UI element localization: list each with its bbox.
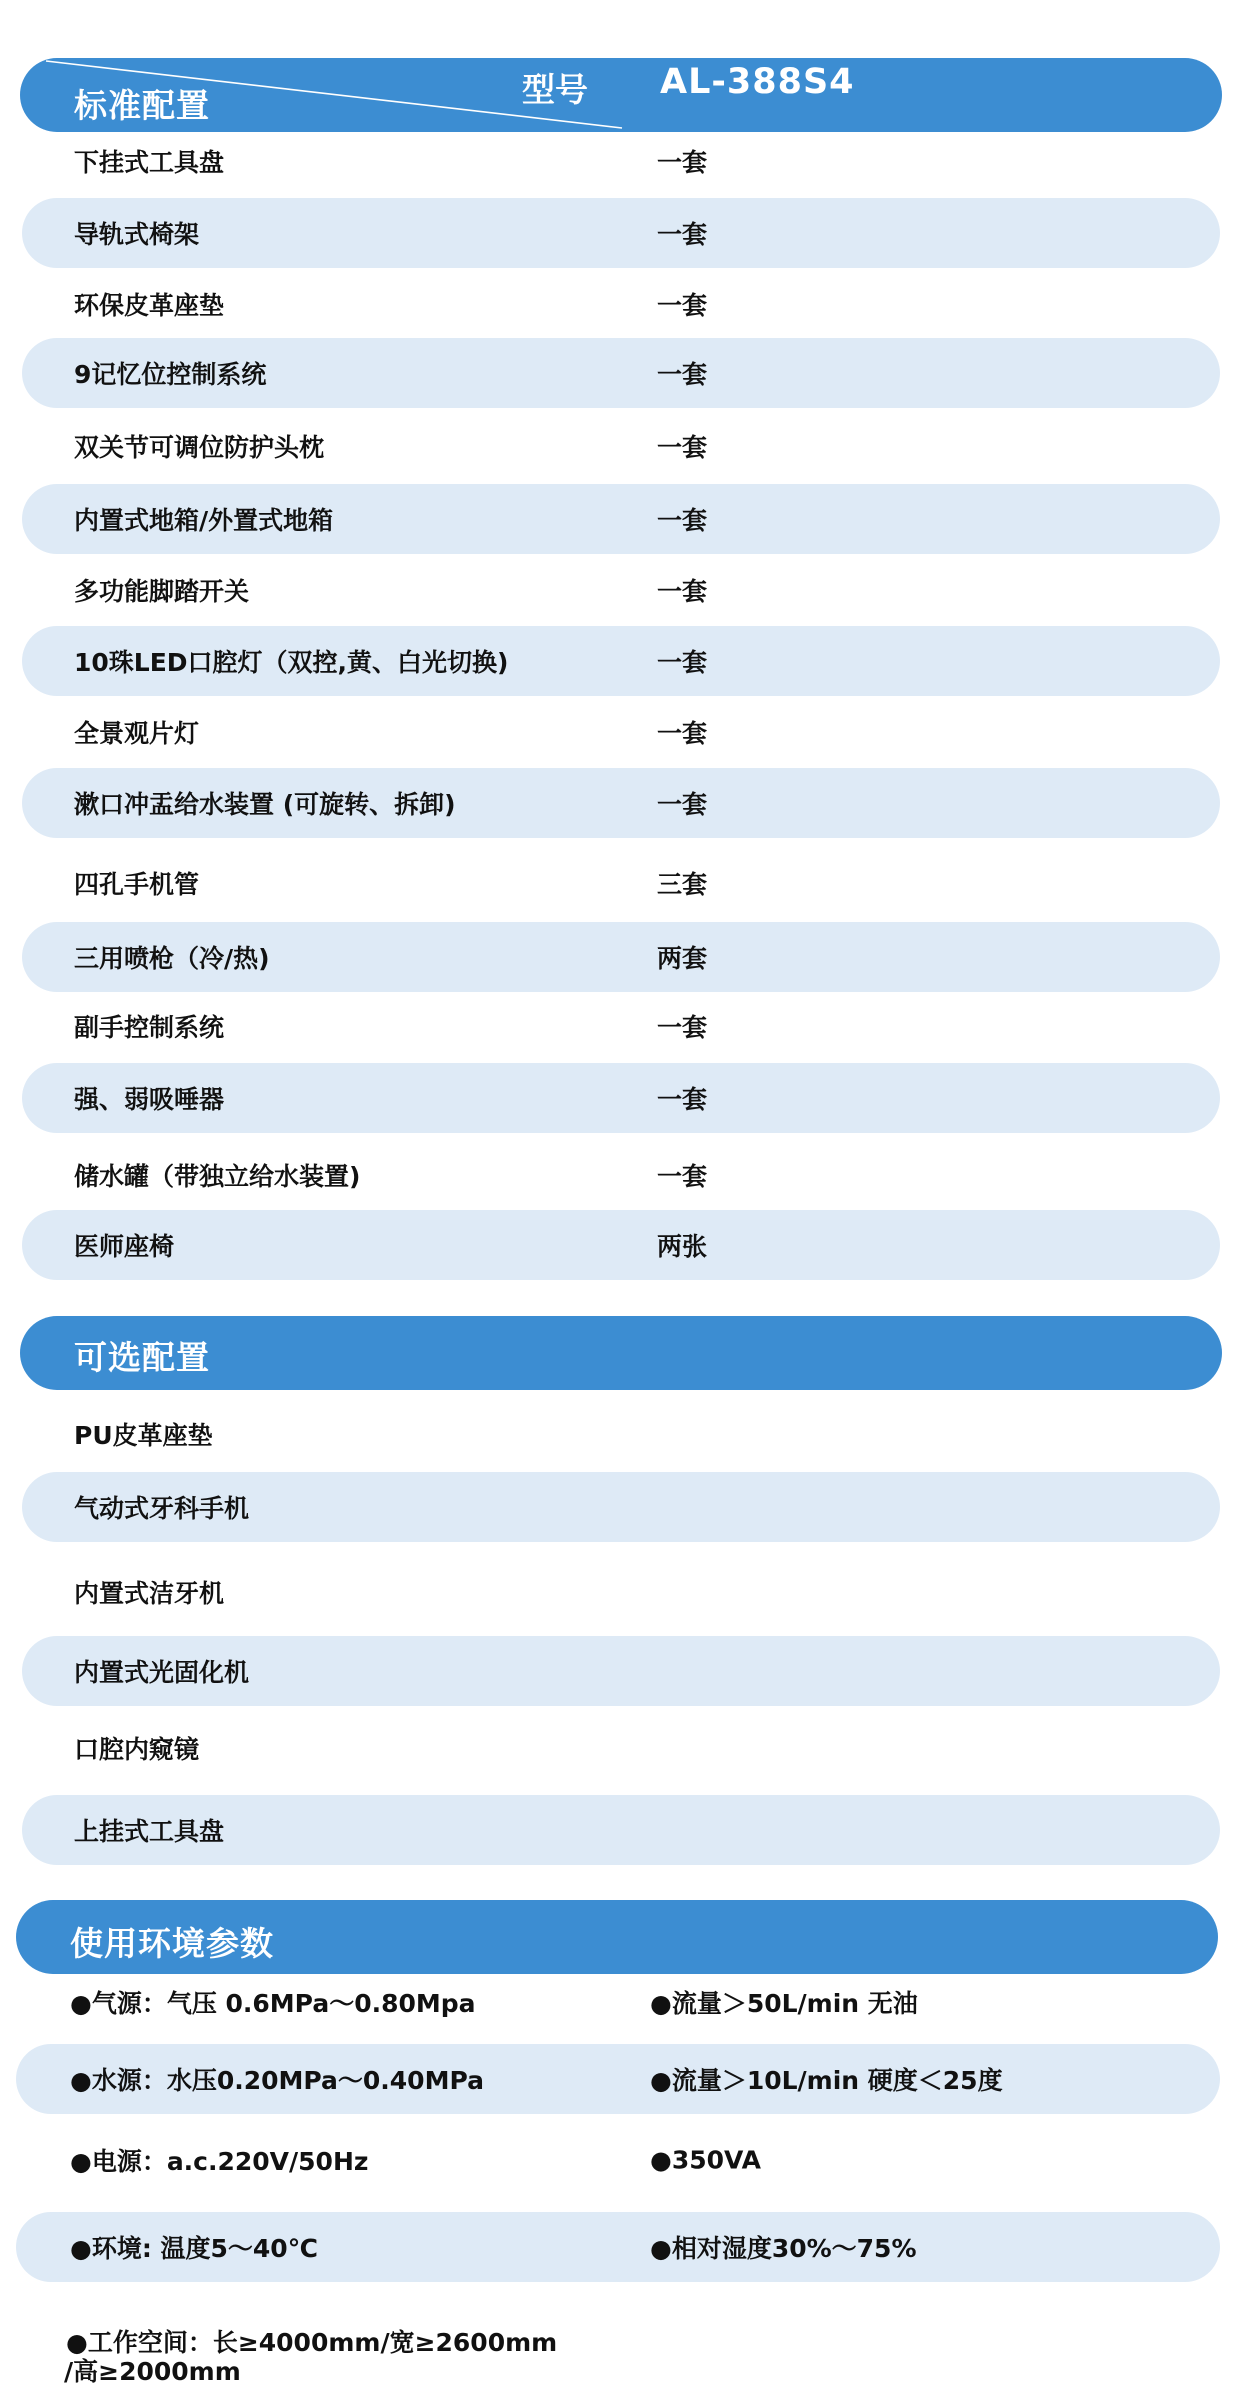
model-label: 型号 [522,70,588,109]
item-quantity: 一套 [657,1085,708,1114]
list-item [22,1140,1220,1210]
item-name: 导轨式椅架 [74,220,200,249]
item-quantity: 两张 [657,1232,708,1261]
item-quantity: 两套 [657,944,708,973]
param-left: ●气源：气压 0.6MPa～0.80Mpa [70,1989,476,2018]
list-item [22,991,1220,1061]
item-quantity: 三套 [657,870,708,899]
param-right: ●相对湿度30%～75% [650,2234,917,2263]
standard-config-header [20,58,1222,132]
list-item [22,338,1220,408]
environment-title: 使用环境参数 [70,1924,274,1963]
item-name: 医师座椅 [74,1232,175,1261]
optional-config-title: 可选配置 [74,1338,210,1377]
item-name: 环保皮革座垫 [74,291,225,320]
list-item [22,1795,1220,1865]
item-name: 10珠LED口腔灯（双控,黄、白光切换) [74,648,509,677]
item-quantity: 一套 [657,220,708,249]
list-item [22,1210,1220,1280]
optional-config-header [20,1316,1222,1390]
param-right: ●流量＞50L/min 无油 [650,1989,918,2018]
list-item [22,1557,1220,1627]
item-name: 多功能脚踏开关 [74,577,250,606]
item-name: 下挂式工具盘 [74,148,225,177]
standard-config-title: 标准配置 [74,86,210,125]
item-quantity: 一套 [657,433,708,462]
item-quantity: 一套 [657,360,708,389]
item-name: 上挂式工具盘 [74,1817,225,1846]
item-name: 9记忆位控制系统 [74,360,267,389]
item-name: 内置式光固化机 [74,1658,250,1687]
param-left: ●电源：a.c.220V/50Hz [70,2147,369,2176]
list-item [16,2125,1220,2195]
param-left: ●环境: 温度5～40℃ [70,2234,318,2263]
list-item [22,269,1220,339]
list-item [22,1399,1220,1469]
item-name: 双关节可调位防护头枕 [74,433,325,462]
list-item [16,2044,1220,2114]
list-item [22,198,1220,268]
list-item [22,1636,1220,1706]
item-name: 口腔内窥镜 [74,1735,200,1764]
item-name: PU皮革座垫 [74,1421,213,1450]
list-item [22,1713,1220,1783]
item-quantity: 一套 [657,291,708,320]
item-quantity: 一套 [657,506,708,535]
environment-header [16,1900,1218,1974]
item-quantity: 一套 [657,790,708,819]
workspace-spec [66,2328,557,2386]
list-item [22,126,1220,196]
param-left: ●水源：水压0.20MPa～0.40MPa [70,2066,484,2095]
item-quantity: 一套 [657,577,708,606]
list-item [22,555,1220,625]
list-item [16,1967,1220,2037]
list-item [22,697,1220,767]
list-item [22,848,1220,918]
list-item [22,1063,1220,1133]
item-quantity: 一套 [657,1162,708,1191]
list-item [16,2212,1220,2282]
param-right: ●350VA [650,2145,761,2175]
list-item [22,922,1220,992]
item-quantity: 一套 [657,719,708,748]
list-item [22,1472,1220,1542]
item-name: 四孔手机管 [74,870,200,899]
item-quantity: 一套 [657,648,708,677]
item-name: 副手控制系统 [74,1013,225,1042]
item-name: 三用喷枪（冷/热) [74,944,270,973]
workspace-line-1: ●工作空间：长≥4000mm/宽≥2600mm [66,2328,558,2357]
item-name: 储水罐（带独立给水装置) [74,1162,361,1191]
list-item [22,626,1220,696]
list-item [22,768,1220,838]
item-quantity: 一套 [657,148,708,177]
item-name: 气动式牙科手机 [74,1494,250,1523]
item-quantity: 一套 [657,1013,708,1042]
item-name: 漱口冲盂给水装置 (可旋转、拆卸) [74,790,456,819]
item-name: 内置式洁牙机 [74,1579,225,1608]
item-name: 内置式地箱/外置式地箱 [74,506,334,535]
param-right: ●流量＞10L/min 硬度＜25度 [650,2066,1003,2095]
item-name: 强、弱吸唾器 [74,1085,225,1114]
list-item [22,484,1220,554]
workspace-line-2: /高≥2000mm [64,2357,241,2386]
list-item [22,411,1220,481]
model-value: AL-388S4 [660,62,855,102]
item-name: 全景观片灯 [74,719,200,748]
